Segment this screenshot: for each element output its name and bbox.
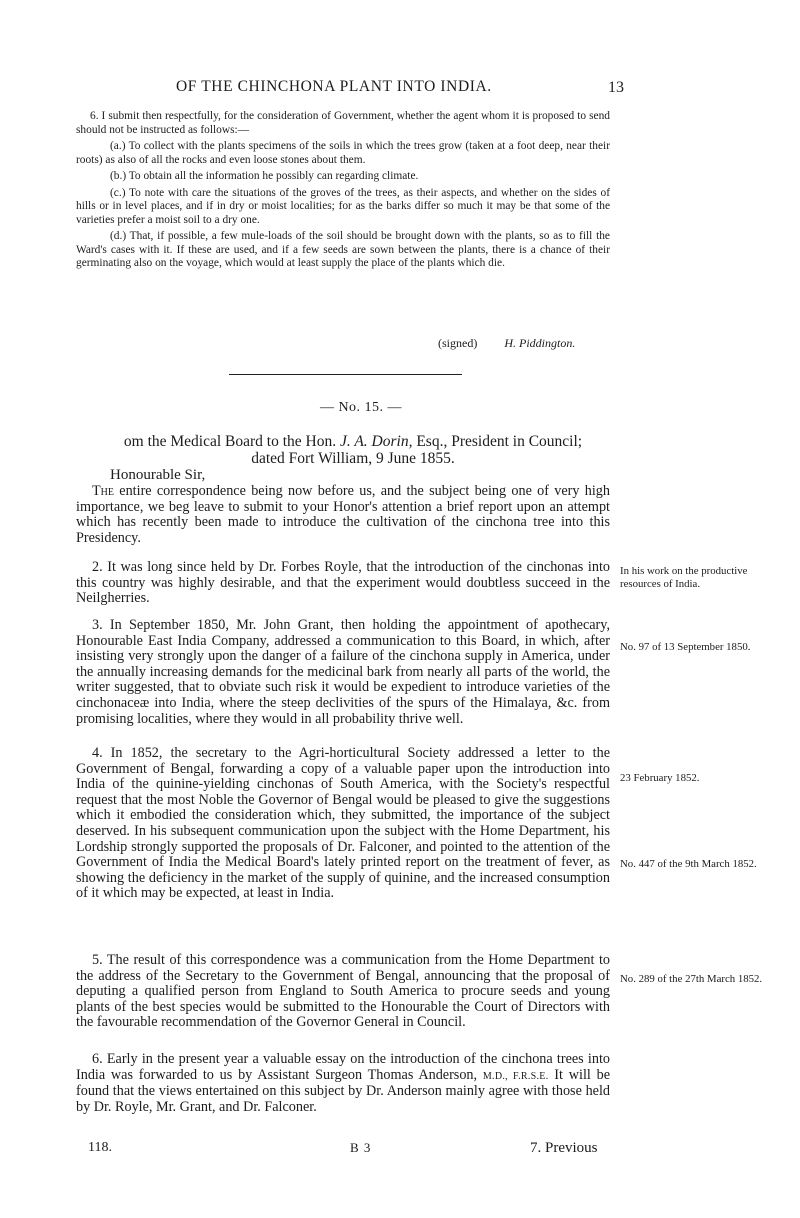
catchword: 7. Previous bbox=[530, 1140, 598, 1156]
salutation: Honourable Sir, bbox=[110, 467, 206, 483]
footer-number: 118. bbox=[88, 1140, 112, 1155]
running-header bbox=[176, 78, 624, 100]
paragraph-3: 3. In September 1850, Mr. John Grant, then holding the appointment of apothecary, Honourable East India Company, addressed a communication to this Board, in which, after insisting very strongly upon the danger of a failure of the cinchona supply in America, under the annually increasing demands for the medicinal bark from nearly all parts of the world, the writer suggested, that to obviate such risk it would be expedient to introduce varieties of the cinchonaceæ into India, where the steep declivities of the spurs of the Himalaya, &c. from promising localities, where they would in all probability thrive well. bbox=[76, 617, 610, 727]
instruction-d: (d.) That, if possible, a few mule-loads of the soil should be brought down with the plants, so as to fill the Ward's cases with it. If these are used, and if a few seeds are sown between the plants, there is a chance of their germinating also on the voyage, which would at least supply the place of the plants which die. bbox=[76, 230, 610, 269]
instruction-a: (a.) To collect with the plants specimens of the soils in which the trees grow (taken at a foot deep, near their roots) as also of all the rocks and even loose stones about them. bbox=[76, 140, 610, 166]
instruction-c: (c.) To note with care the situations of the groves of the trees, as their aspects, and whether on the sides of hills or in level places, and if in dry or moist localities; for as the barks differ so much it may be that some of the varieties prefer a moist soil to a dry one. bbox=[76, 186, 610, 226]
section-number: — No. 15. — bbox=[319, 400, 403, 415]
signatory-name: H. Piddington. bbox=[504, 336, 576, 350]
signature-mark: B 3 bbox=[350, 1140, 372, 1155]
paragraph-1: The entire correspondence being now before us, and the subject being one of very high importance, we beg leave to submit to your Honor's attention a brief report upon an attempt which has recently been made to introduce the cultivation of the cinchona tree into this Presidency. bbox=[76, 483, 610, 546]
section-divider bbox=[229, 374, 462, 375]
signed-label: (signed) bbox=[438, 336, 478, 350]
margin-note-royle: In his work on the productive resources of India. bbox=[620, 565, 748, 590]
paragraph-4: 4. In 1852, the secretary to the Agri-horticultural Society addressed a letter to the Government of Bengal, forwarding a copy of a valuable paper upon the introduction into India of the quinine-yielding cinchonas of South America, with the Society's respectful request that the most Noble the Governor of Bengal would be pleased to give the suggestions which it embodied the consideration which, they submitted, the importance of the subject deserved. In his subsequent communication upon the subject with the Home Department, his Lordship strongly supported the proposals of Dr. Falconer, and pointed to the attention of the Government of India the Medical Board's lately printed report on the treatment of fever, as showing the deficiency in the market of the supply of quinine, and the increased consumption of it which may be expected, at least in India. bbox=[76, 745, 610, 902]
margin-note-grant: No. 97 of 13 September 1850. bbox=[620, 641, 751, 653]
dated-line: dated Fort William, 9 June 1855. bbox=[251, 450, 455, 467]
paragraph-2: 2. It was long since held by Dr. Forbes Royle, that the introduction of the cinchonas into this country was highly desirable, and that the experiment would doubtless succeed in the Neilgherries. bbox=[76, 559, 610, 607]
piddington-intro: 6. I submit then respectfully, for the consideration of Government, whether the agent whom it is proposed to send should not be instructed as follows:— bbox=[76, 110, 610, 136]
page-number: 13 bbox=[608, 79, 624, 96]
signature-line bbox=[438, 336, 575, 351]
paragraph-5: 5. The result of this correspondence was a communication from the Home Department to the address of the Secretary to the Government of Bengal, announcing that the proposal of deputing a qualified person from England to South America to procure seeds and young plants of the best species would be submitted to the Honourable the Court of Directors with the favourable recommendation of the Governor General in Council. bbox=[76, 952, 610, 1031]
running-title: OF THE CHINCHONA PLANT INTO INDIA. bbox=[176, 78, 492, 95]
paragraph-6: 6. Early in the present year a valuable essay on the introduction of the cinchona trees into India was forwarded to us by Assistant Surgeon Thomas Anderson, M.D., F.R.S.E. It will be found that the views entertained on this subject by Dr. Anderson mainly agree with those held by Dr. Royle, Mr. Grant, and Dr. Falconer. bbox=[76, 1051, 610, 1115]
from-line: om the Medical Board to the Hon. J. A. Dorin, Esq., President in Council; bbox=[123, 433, 583, 450]
margin-note-england: No. 289 of the 27th March 1852. bbox=[620, 973, 763, 985]
instruction-b: (b.) To obtain all the information he possibly can regarding climate. bbox=[110, 170, 419, 182]
margin-note-society: 23 February 1852. bbox=[620, 772, 700, 784]
piddington-letter bbox=[76, 110, 610, 271]
letter-heading bbox=[96, 433, 610, 467]
margin-note-home-dept: No. 447 of the 9th March 1852. bbox=[620, 858, 757, 870]
